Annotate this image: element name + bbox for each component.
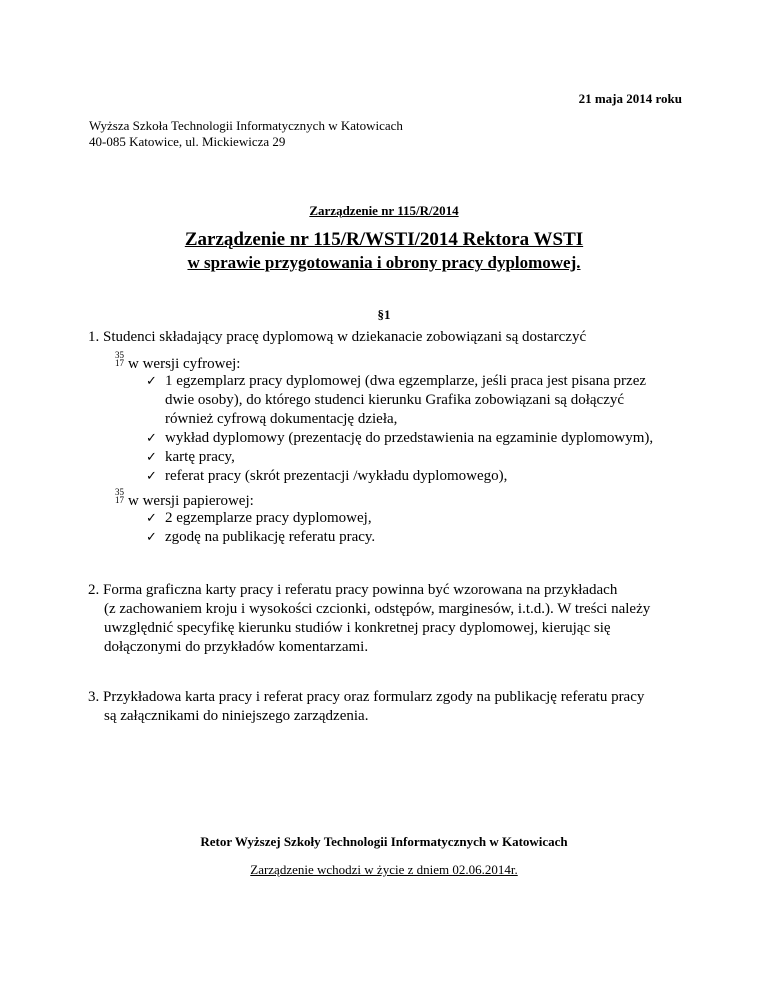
- digital-version-label: 35 17 w wersji cyfrowej:: [115, 350, 241, 372]
- digital-item-1-cont-1: dwie osoby), do którego studenci kierunku Grafika zobowiązani są dołączyć: [165, 392, 625, 408]
- signature-line: Retor Wyższej Szkoły Technologii Informatycznych w Katowicach: [200, 834, 568, 849]
- digital-item-2: ✓ wykład dyplomowy (prezentację do przedstawienia na egzaminie dyplomowym),: [146, 430, 654, 446]
- point1-intro: 1. Studenci składający pracę dyplomową w dziekanacie zobowiązani są dostarczyć: [88, 329, 587, 345]
- point3-line-2: są załącznikami do niniejszego zarządzenia.: [104, 708, 369, 724]
- point2-line-1: 2. Forma graficzna karty pracy i referatu pracy powinna być wzorowana na przykładach: [88, 582, 618, 598]
- bullet-glyph: 35 17: [115, 350, 124, 368]
- digital-item-3: ✓ kartę pracy,: [146, 449, 235, 465]
- document-date: 21 maja 2014 roku: [578, 91, 682, 106]
- check-icon: ✓: [146, 469, 157, 484]
- digital-item-1-cont-2: również cyfrową dokumentację dzieła,: [165, 411, 398, 427]
- point2-line-3: uwzględnić specyfikę kierunku studiów i konkretnej pracy dyplomowej, kierując się: [104, 620, 611, 636]
- institution-address: 40-085 Katowice, ul. Mickiewicza 29: [89, 134, 286, 149]
- order-number-header: Zarządzenie nr 115/R/2014: [309, 203, 459, 218]
- title-line-2: w sprawie przygotowania i obrony pracy dyplomowej.: [187, 253, 581, 272]
- check-icon: ✓: [146, 431, 157, 446]
- effective-date: Zarządzenie wchodzi w życie z dniem 02.06.2014r.: [250, 862, 518, 877]
- paper-item-2: ✓ zgodę na publikację referatu pracy.: [146, 529, 376, 545]
- institution-name: Wyższa Szkoła Technologii Informatycznych w Katowicach: [89, 118, 403, 133]
- paper-version-label: 35 17 w wersji papierowej:: [115, 487, 254, 509]
- check-icon: ✓: [146, 374, 157, 389]
- check-icon: ✓: [146, 511, 157, 526]
- check-icon: ✓: [146, 450, 157, 465]
- point2-line-4: dołączonymi do przykładów komentarzami.: [104, 639, 369, 655]
- paper-item-1: ✓ 2 egzemplarze pracy dyplomowej,: [146, 510, 372, 526]
- bullet-glyph: 35 17: [115, 487, 124, 505]
- digital-item-1: ✓ 1 egzemplarz pracy dyplomowej (dwa egzemplarze, jeśli praca jest pisana przez: [146, 373, 647, 389]
- paragraph-mark: §1: [377, 307, 391, 322]
- digital-item-4: ✓ referat pracy (skrót prezentacji /wykładu dyplomowego),: [146, 468, 508, 484]
- point3-line-1: 3. Przykładowa karta pracy i referat pracy oraz formularz zgody na publikację referatu pracy: [88, 689, 645, 705]
- title-line-1: Zarządzenie nr 115/R/WSTI/2014 Rektora WSTI: [184, 229, 584, 250]
- point2-line-2: (z zachowaniem kroju i wysokości czcionki, odstępów, marginesów, i.t.d.). W treści należy: [104, 601, 651, 617]
- check-icon: ✓: [146, 530, 157, 545]
